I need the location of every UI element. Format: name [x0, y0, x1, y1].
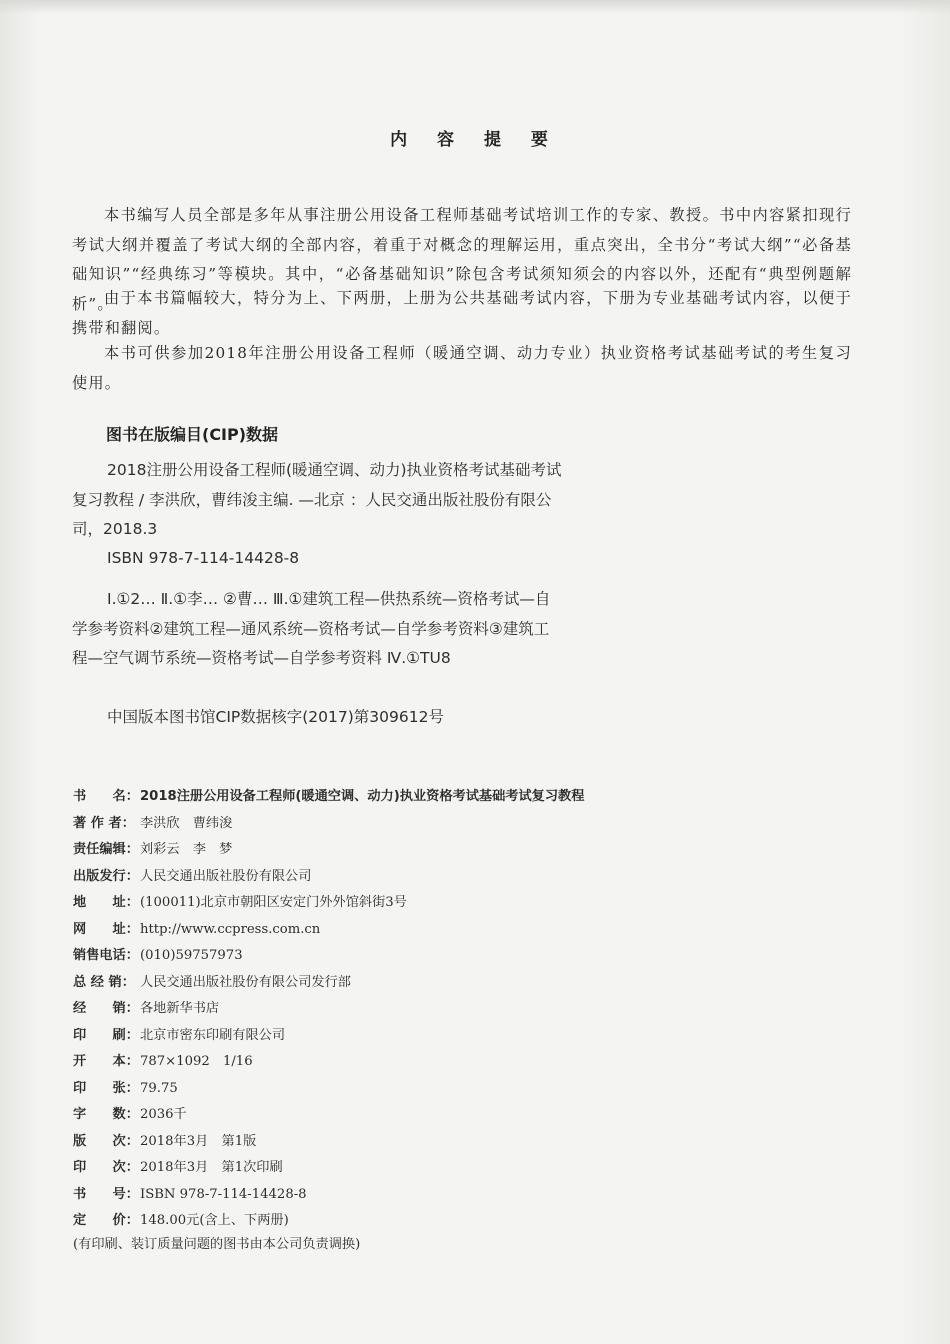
- info-row-printing: [73, 1155, 584, 1182]
- info-label: 书 号：: [73, 1186, 139, 1202]
- info-label: 字 数：: [73, 1107, 139, 1122]
- info-label: 网 址：: [73, 921, 139, 937]
- cip-isbn: ISBN 978-7-114-14428-8: [107, 549, 300, 567]
- info-value: 79.75: [140, 1080, 178, 1096]
- info-row-price: [73, 1208, 584, 1235]
- info-value: 北京市密东印刷有限公司: [140, 1027, 286, 1043]
- info-value: 李洪欣 曹纬浚: [140, 815, 233, 831]
- summary-paragraph-2: 由于本书篇幅较大，特分为上、下两册，上册为公共基础考试内容，下册为专业基础考试内容，以便于携带和翻阅。: [72, 289, 852, 337]
- info-label: 开 本：: [73, 1054, 139, 1069]
- info-value: ISBN 978-7-114-14428-8: [140, 1186, 307, 1202]
- info-value: 2018年3月 第1版: [140, 1133, 257, 1149]
- info-label: 责任编辑：: [73, 842, 139, 857]
- info-row-format: [73, 1049, 584, 1076]
- info-label: 总 经 销：: [73, 974, 135, 990]
- info-value: 787×1092 1/16: [140, 1054, 253, 1069]
- info-label: 印 刷：: [73, 1027, 139, 1043]
- info-row-website: [73, 917, 584, 944]
- info-row-publisher: [73, 864, 584, 891]
- info-value: 人民交通出版社股份有限公司: [140, 868, 312, 884]
- info-value: 2018注册公用设备工程师(暖通空调、动力)执业资格考试基础考试复习教程: [140, 789, 585, 804]
- info-row-word-count: [73, 1102, 584, 1129]
- info-value: 人民交通出版社股份有限公司发行部: [140, 974, 351, 990]
- publication-info: [73, 784, 584, 1235]
- info-row-editors: [73, 837, 584, 864]
- info-row-edition: [73, 1129, 584, 1156]
- info-row-sales-phone: [73, 943, 584, 970]
- info-row-title: [73, 784, 584, 811]
- info-label: 版 次：: [73, 1133, 139, 1149]
- info-label: 印 次：: [73, 1160, 139, 1175]
- info-label: 书 名：: [73, 789, 139, 804]
- cip-description: 2018注册公用设备工程师(暖通空调、动力)执业资格考试基础考试复习教程 / 李洪欣，曹纬浚主编. —北京 ：人民交通出版社股份有限公司，2018.3: [72, 461, 562, 538]
- info-row-printer: [73, 1023, 584, 1050]
- info-label: 销售电话：: [73, 948, 139, 963]
- website-link[interactable]: http://www.ccpress.com.cn: [140, 921, 321, 937]
- info-value: (010)59757973: [140, 948, 243, 963]
- info-value: (100011)北京市朝阳区安定门外外馆斜街3号: [140, 895, 407, 910]
- info-label: 印 张：: [73, 1080, 139, 1096]
- info-label: 经 销：: [73, 1001, 139, 1016]
- info-value: 148.00元(含上、下两册): [140, 1213, 289, 1228]
- summary-paragraph-3: 本书可供参加2018年注册公用设备工程师（暖通空调、动力专业）执业资格考试基础考试的考生复习使用。: [72, 344, 852, 392]
- info-label: 地 址：: [73, 895, 139, 910]
- info-label: 定 价：: [73, 1213, 139, 1228]
- info-label: 出版发行：: [73, 868, 139, 884]
- info-label: 著 作 者：: [73, 815, 135, 831]
- summary-paragraph-1: 本书编写人员全部是多年从事注册公用设备工程师基础考试培训工作的专家、教授。书中内容紧扣现行考试大纲并覆盖了考试大纲的全部内容，着重于对概念的理解运用，重点突出，全书分“考试大纲”“必备基础知识”“经典练习”等模块。其中，“必备基础知识”除包含考试须知须会的内容以外，还配有“典型例题解析”。: [72, 206, 852, 313]
- info-value: 2036千: [140, 1107, 187, 1122]
- info-row-address: [73, 890, 584, 917]
- info-row-authors: [73, 811, 584, 838]
- summary-heading: 内 容 提 要: [390, 130, 560, 150]
- quality-notice: (有印刷、装订质量问题的图书由本公司负责调换): [73, 1237, 361, 1252]
- info-row-distributor: [73, 970, 584, 997]
- cip-classification: Ⅰ.①2… Ⅱ.①李… ②曹… Ⅲ.①建筑工程—供热系统—资格考试—自学参考资料②建筑工程—通风系统—资格考试—自学参考资料③建筑工程—空气调节系统—资格考试—自学参考资料 Ⅳ.①TU8: [72, 590, 551, 667]
- cip-title: 图书在版编目(CIP)数据: [106, 425, 279, 444]
- info-value: 各地新华书店: [140, 1001, 220, 1016]
- info-row-sheets: [73, 1076, 584, 1103]
- cip-data-number: 中国版本图书馆CIP数据核字(2017)第309612号: [107, 708, 444, 726]
- info-row-retailer: [73, 996, 584, 1023]
- info-row-isbn: [73, 1182, 584, 1209]
- info-value: 刘彩云 李 梦: [140, 842, 233, 857]
- info-value: 2018年3月 第1次印刷: [140, 1160, 283, 1175]
